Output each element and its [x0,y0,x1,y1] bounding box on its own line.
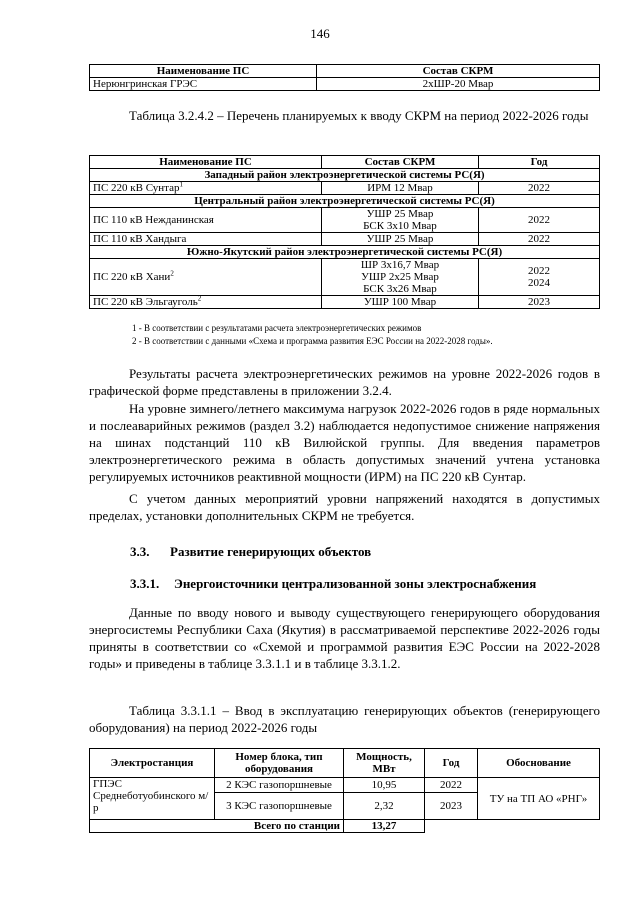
section-heading [130,544,371,560]
paragraph: На уровне зимнего/летнего максимума нагрузок 2022-2026 годов в ряде нормальных и послеаварийных режимов (раздел 3.2) наблюдается недопустимое снижение напряжения на шинах подстанций 110 кВ Вилюйской группы. Для введения параметров электроэнергетического режима в область допустимых значений учтена установка регулируемых источников реактивной мощности (ИРМ) на ПС 220 кВ Сунтар. [89,401,600,484]
table-header-row [90,65,600,78]
table-cell: УШР 100 Мвар [322,296,479,309]
column-header: Год [479,156,600,169]
table-row [90,233,600,246]
table-header-row [90,749,600,778]
substation-name: ПС 220 кВ Сунтар [93,182,180,194]
table-section-row [90,195,600,208]
table-skrm-planned [89,155,600,309]
table-cell [90,296,322,309]
table-row [90,78,600,91]
skrm-item: УШР 25 Мвар [366,208,434,220]
column-header: Год [425,749,478,778]
table-row [90,296,600,309]
table-row [90,182,600,195]
section-title: Южно-Якутский район электроэнергетической системы РС(Я) [90,246,600,259]
table-cell: 2022 [479,208,600,233]
total-value: 13,27 [344,820,425,833]
substation-name: ПС 220 кВ Хани [93,271,171,283]
substation-name: ПС 220 кВ Эльгауголь [93,296,198,308]
page-number: 146 [310,26,330,41]
empty-cell [425,820,478,833]
table-total-row [90,820,600,833]
table-caption: Таблица 3.3.1.1 – Ввод в эксплуатацию генерирующих объектов (генерирующего оборудования) на период 2022-2026 годы [89,703,600,735]
column-header: Состав СКРМ [322,156,479,169]
table-cell: ПС 110 кВ Нежданинская [90,208,322,233]
paragraph: С учетом данных мероприятий уровни напряжений находятся в допустимых пределах, установки дополнительных СКРМ не требуется. [89,491,600,523]
footnote-ref: 2 [197,294,202,303]
table-cell [90,259,322,296]
footnote-ref: 1 [179,180,183,189]
table-cell: 3 КЭС газопоршневые [215,793,344,820]
table-row [90,778,600,793]
table-cell: ТУ на ТП АО «РНГ» [478,778,600,820]
column-header: Обоснование [478,749,600,778]
skrm-item: БСК 3х26 Мвар [363,283,437,295]
table-cell: ПС 110 кВ Хандыга [90,233,322,246]
heading-text: Энергоисточники централизованной зоны электроснабжения [174,576,537,591]
table-cell [322,208,479,233]
column-header: Наименование ПС [90,65,317,78]
table-cell: 2023 [425,793,478,820]
paragraph: Данные по вводу нового и выводу существующего генерирующего оборудования энергосистемы Республики Саха (Якутия) в рассматриваемой перспективе 2022-2026 годы приняты в соответствии со «Схемой и программой развития ЕЭС России на 2022-2028 годы» и приведены в таблице 3.3.1.1 и в таблице 3.3.1.2. [89,605,600,671]
table-cell: 2022 [479,233,600,246]
table-cell: Нерюнгринская ГРЭС [90,78,317,91]
table-section-row [90,169,600,182]
total-label: Всего по станции [90,820,344,833]
column-header: Электростанция [90,749,215,778]
table-cell: 2022 [479,182,600,195]
table-caption: Таблица 3.2.4.2 – Перечень планируемых к вводу СКРМ на период 2022-2026 годы [129,108,589,123]
table-cell: 2,32 [344,793,425,820]
empty-cell [478,820,600,833]
footnote: 1 - В соответствии с результатами расчета электроэнергетических режимов [132,323,422,333]
table-cell: 2023 [479,296,600,309]
paragraph: Результаты расчета электроэнергетических режимов на уровне 2022-2026 годов в графической форме представлены в приложении 3.2.4. [89,366,600,398]
table-header-row [90,156,600,169]
column-header: Состав СКРМ [317,65,600,78]
footnote-ref: 2 [170,269,174,278]
table-cell: 10,95 [344,778,425,793]
table-row [90,259,600,296]
subsection-heading [130,576,536,592]
column-header: Наименование ПС [90,156,322,169]
table-cell: ГПЭС Среднеботуобинского м/р [90,778,215,820]
column-header: Мощность, МВт [344,749,425,778]
table-cell: ИРМ 12 Мвар [322,182,479,195]
table-cell: УШР 25 Мвар [322,233,479,246]
table-section-row [90,246,600,259]
table-cell [90,182,322,195]
section-title: Центральный район электроэнергетической системы РС(Я) [90,195,600,208]
heading-text: Развитие генерирующих объектов [170,544,372,559]
column-header: Номер блока, тип оборудования [215,749,344,778]
table-cell: 2022 [425,778,478,793]
table-row [90,208,600,233]
table-cell [322,259,479,296]
table-skrm-existing [89,64,600,91]
table-cell: 2 КЭС газопоршневые [215,778,344,793]
section-title: Западный район электроэнергетической системы РС(Я) [90,169,600,182]
skrm-item: УШР 2х25 Мвар [361,271,439,283]
heading-number: 3.3. [130,544,150,559]
year-item: 2022 [528,265,550,277]
heading-number: 3.3.1. [130,576,160,591]
skrm-item: ШР 3х16,7 Мвар [360,259,440,271]
skrm-item: БСК 3х10 Мвар [363,220,437,232]
table-generation-commissioning [89,748,600,833]
table-cell: 2хШР-20 Мвар [317,78,600,91]
table-cell [479,259,600,296]
footnote: 2 - В соответствии с данными «Схема и программа развития ЕЭС России на 2022-2028 годы». [132,336,493,346]
year-item: 2024 [528,277,550,289]
